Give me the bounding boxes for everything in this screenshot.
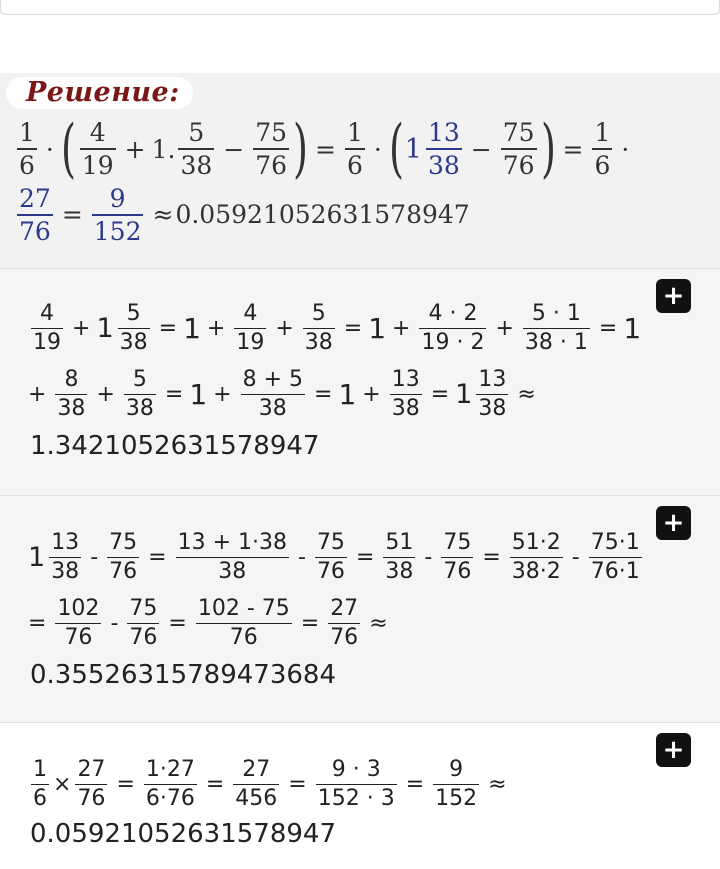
fraction: $\frac{1}{6}$	[346, 118, 363, 180]
step-line: = $\frac{102}{76}$ - $\frac{75}{76}$ = $\frac{102 - 75}{76}$ = $\frac{27}{76}$ ≈	[28, 596, 388, 651]
result-value: 0.35526315789473684	[30, 660, 337, 690]
step-card-2	[0, 495, 720, 723]
expand-plus-button[interactable]: +	[656, 733, 691, 767]
fraction: $\frac{4}{19}$	[81, 118, 114, 180]
step-line: $\frac{4}{19}$ + 1 $\frac{5}{38}$ = 1 + $\frac{4}{19}$ + $\frac{5}{38}$ = 1 + $\frac{4 \cdot 2}{19 \cdot 2}$ + $\frac{5 \cdot 1}{38 \cdot 1}$ = 1	[33, 301, 642, 356]
spacer	[0, 15, 720, 73]
step-line: + $\frac{8}{38}$ + $\frac{5}{38}$ = 1 + $\frac{8 + 5}{38}$ = 1 + $\frac{13}{38}$ = 1 $\frac{13}{38}$ ≈	[28, 367, 536, 422]
solution-block	[0, 73, 720, 269]
solution-title: Решение:	[26, 77, 180, 108]
result-value: 0.05921052631578947	[30, 819, 337, 849]
fraction: $\frac{5}{38}$	[180, 118, 213, 180]
fraction: $\frac{9}{152}$	[93, 184, 142, 246]
right-paren: )	[293, 112, 309, 186]
mixed-number: 1 $\frac{13}{38}$	[404, 118, 460, 180]
step-card-3	[0, 722, 720, 869]
expand-plus-button[interactable]: +	[656, 506, 691, 540]
fraction: $\frac{75}{76}$	[502, 118, 535, 180]
fraction: $\frac{1}{6}$	[19, 118, 35, 180]
approx-value: 0.05921052631578947	[175, 200, 470, 230]
left-paren: (	[60, 112, 76, 186]
result-value: 1.3421052631578947	[30, 431, 320, 461]
fraction: $\frac{1}{6}$	[594, 118, 611, 180]
right-paren: )	[540, 112, 556, 186]
solution-line-2: $\frac{27}{76}$ = $\frac{9}{152}$ ≈ 0.05921052631578947	[19, 184, 470, 246]
fraction: $\frac{27}{76}$	[19, 184, 51, 246]
fraction: $\frac{75}{76}$	[255, 118, 288, 180]
solution-line-1: $\frac{1}{6}$ · ( $\frac{4}{19}$ + 1. $\frac{5}{38}$ − $\frac{75}{76}$ ) = $\frac{1}{6}$ · ( 1 $\frac{13}{38}$ − $\frac{75}{76}$ ) = $\frac{1}{6}$ ·	[19, 112, 630, 186]
expand-plus-button[interactable]: +	[656, 279, 691, 313]
left-paren: (	[388, 112, 404, 186]
step-line: $\frac{1}{6}$ × $\frac{27}{76}$ = $\frac{1\cdot 27}{6\cdot 76}$ = $\frac{27}{456}$ = $\frac{9 \cdot 3}{152 \cdot 3}$ = $\frac{9}{152}$ ≈	[33, 757, 507, 812]
top-input-field[interactable]	[0, 0, 720, 15]
step-card-1	[0, 268, 720, 496]
solution-title-pill	[6, 77, 193, 109]
step-line: 1 $\frac{13}{38}$ - $\frac{75}{76}$ = $\frac{13 + 1\cdot 38}{38}$ - $\frac{75}{76}$ = $\frac{51}{38}$ - $\frac{75}{76}$ = $\frac{51\cdot 2}{38\cdot 2}$ - $\frac{75\cdot 1}{76\cdot 1}$	[28, 530, 640, 585]
